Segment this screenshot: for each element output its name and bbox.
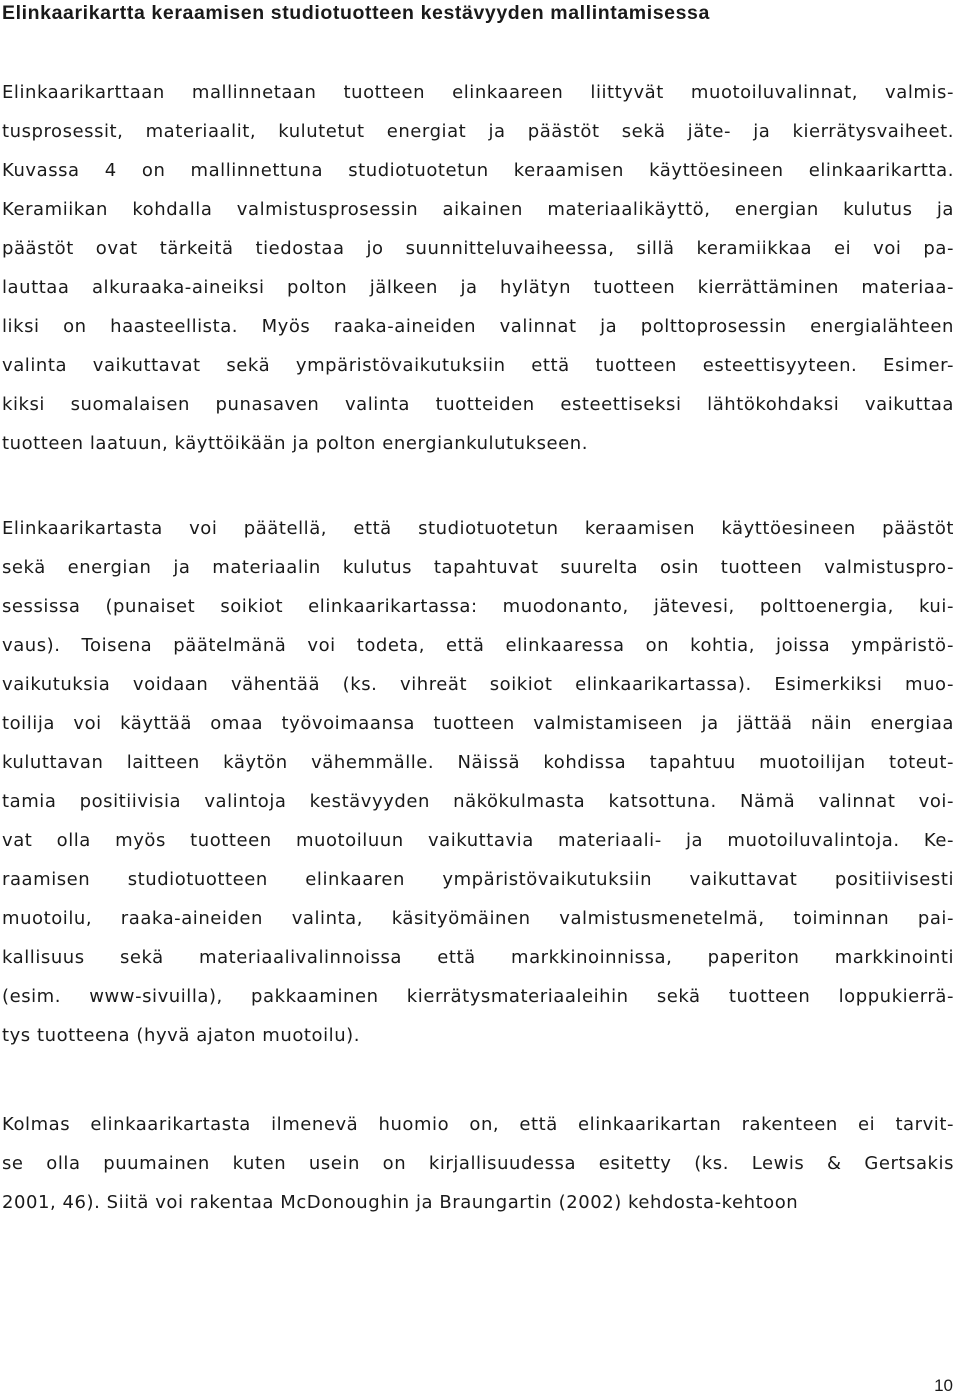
paragraph-line: raamisen studiotuotteen elinkaaren ympäristövaikutuksiin vaikuttavat positiivisesti <box>2 869 954 890</box>
paragraph-line: kiksi suomalaisen punasaven valinta tuotteiden esteettiseksi lähtökohdaksi vaikuttaa <box>2 394 954 415</box>
paragraph-line: (esim. www-sivuilla), pakkaaminen kierrätysmateriaaleihin sekä tuotteen loppukierrä- <box>2 986 954 1007</box>
paragraph-line: tuotteen laatuun, käyttöikään ja polton energiankulutukseen. <box>2 433 589 454</box>
paragraph-line: valinta vaikuttavat sekä ympäristövaikutuksiin että tuotteen esteettisyyteen. Esimer- <box>2 355 954 376</box>
paragraph-line: sekä energian ja materiaalin kulutus tapahtuvat suurelta osin tuotteen valmistuspro- <box>2 557 954 578</box>
paragraph-line: liksi on haasteellista. Myös raaka-aineiden valinnat ja polttoprosessin energialähteen <box>2 316 954 337</box>
paragraph-line: toilija voi käyttää omaa työvoimaansa tuotteen valmistamiseen ja jättää näin energiaa <box>2 713 954 734</box>
paragraph-line: Elinkaarikarttaan mallinnetaan tuotteen elinkaareen liittyvät muotoiluvalinnat, valmis- <box>2 82 954 103</box>
paragraph-line: tamia positiivisia valintoja kestävyyden näkökulmasta katsottuna. Nämä valinnat voi- <box>2 791 954 812</box>
paragraph-third-observation <box>2 1105 954 1222</box>
paragraph-line: vaus). Toisena päätelmänä voi todeta, että elinkaaressa on kohtia, joissa ympäristö- <box>2 635 954 656</box>
paragraph-line: tusprosessit, materiaalit, kulutetut energiat ja päästöt sekä jäte- ja kierrätysvaiheet. <box>2 121 954 142</box>
paragraph-lifecycle-map-intro <box>2 73 954 463</box>
paragraph-line: vaikutuksia voidaan vähentää (ks. vihreät soikiot elinkaarikartassa). Esimerkiksi muo- <box>2 674 954 695</box>
paragraph-line: se olla puumainen kuten usein on kirjallisuudessa esitetty (ks. Lewis & Gertsakis <box>2 1153 954 1174</box>
page-number: 10 <box>934 1376 953 1395</box>
paragraph-line: kallisuus sekä materiaalivalinnoissa että markkinoinnissa, paperiton markkinointi <box>2 947 954 968</box>
paragraph-line: Kolmas elinkaarikartasta ilmenevä huomio on, että elinkaarikartan rakenteen ei tarvit- <box>2 1114 954 1135</box>
paragraph-line: kuluttavan laitteen käytön vähemmälle. Näissä kohdissa tapahtuu muotoilijan toteut- <box>2 752 954 773</box>
paragraph-line: Kuvassa 4 on mallinnettuna studiotuotetun keraamisen käyttöesineen elinkaarikartta. <box>2 160 954 181</box>
paragraph-line: vat olla myös tuotteen muotoiluun vaikuttavia materiaali- ja muotoiluvalintoja. Ke- <box>2 830 954 851</box>
paragraph-line: Keramiikan kohdalla valmistusprosessin aikainen materiaalikäyttö, energian kulutus ja <box>2 199 954 220</box>
paragraph-line: sessissa (punaiset soikiot elinkaarikartassa: muodonanto, jätevesi, polttoenergia, kui- <box>2 596 954 617</box>
paragraph-conclusions <box>2 509 954 1055</box>
paragraph-line: Elinkaarikartasta voi päätellä, että studiotuotetun keraamisen käyttöesineen päästöt <box>2 518 954 539</box>
paragraph-line: muotoilu, raaka-aineiden valinta, käsityömäinen valmistusmenetelmä, toiminnan pai- <box>2 908 954 929</box>
paragraph-line: lauttaa alkuraaka-aineiksi polton jälkeen ja hylätyn tuotteen kierrättäminen materiaa- <box>2 277 954 298</box>
paragraph-line: päästöt ovat tärkeitä tiedostaa jo suunnitteluvaiheessa, sillä keramiikkaa ei voi pa- <box>2 238 954 259</box>
paragraph-line: tys tuotteena (hyvä ajaton muotoilu). <box>2 1025 360 1046</box>
paragraph-line: 2001, 46). Siitä voi rakentaa McDonoughin ja Braungartin (2002) kehdosta-kehtoon <box>2 1192 799 1213</box>
section-heading: Elinkaarikartta keraamisen studiotuotteen kestävyyden mallintamisessa <box>2 2 710 24</box>
